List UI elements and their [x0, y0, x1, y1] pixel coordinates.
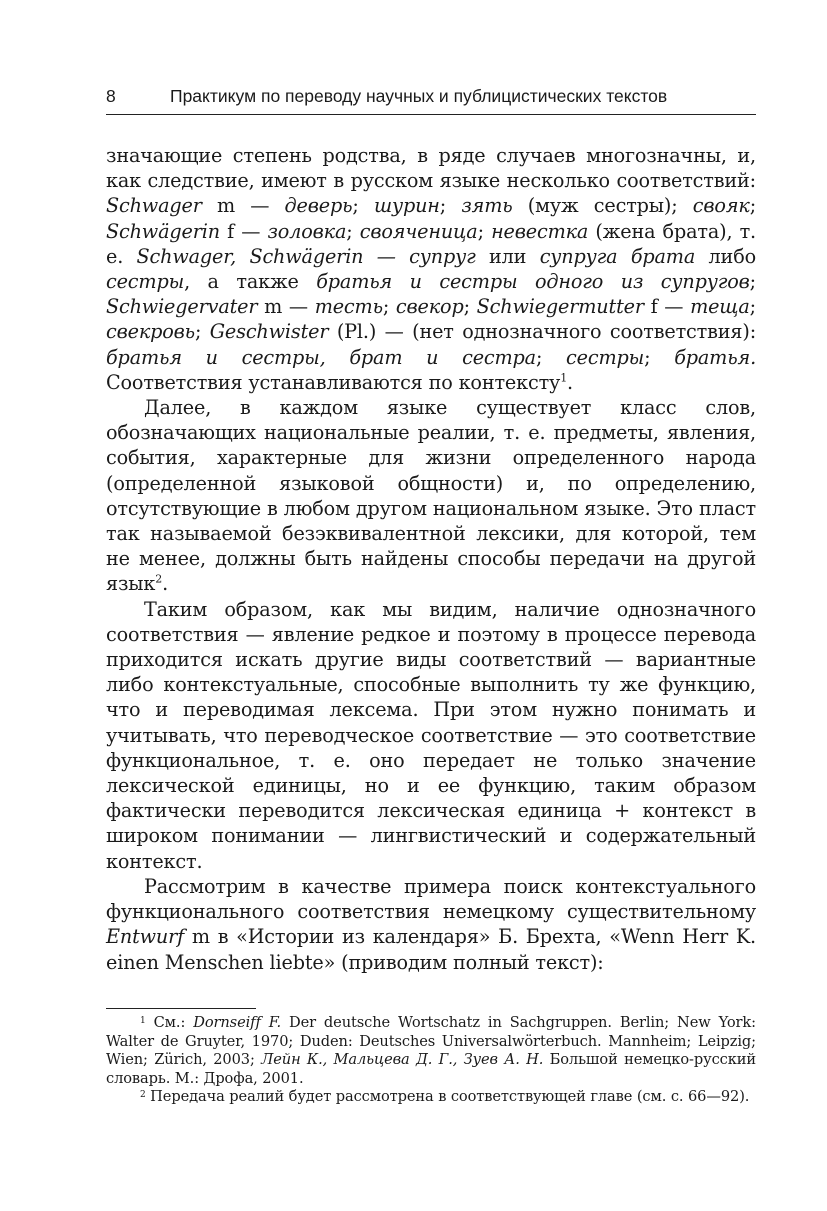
term: теща: [690, 295, 750, 319]
text-run: ;: [644, 345, 675, 369]
text-run: Передача реалий будет рассмотрена в соответствующей главе (см. с. 66—92).: [145, 1088, 750, 1106]
term: свекровь: [106, 320, 195, 344]
footnote-ref-2[interactable]: 2: [155, 573, 163, 587]
text-run: (жена брата), т. е.: [106, 219, 756, 268]
term: сестры: [106, 270, 185, 294]
text-run: .: [567, 370, 573, 394]
text-run: , а также: [184, 270, 317, 294]
footnote-ref-1[interactable]: 1: [560, 371, 568, 385]
text-run: f —: [219, 219, 268, 243]
term: Schwiegervater: [106, 295, 258, 319]
header-rule: [106, 114, 756, 115]
running-header: [106, 86, 756, 112]
term: золовка: [267, 219, 347, 243]
text-run: Der deutsche Wortschatz in Sachgruppen. Berlin; New York: Walter de Gruyter, 1970; Duden: Deutsches Universalwörterbuch. Mannheim; Leipzig; Wien; Zürich, 2003;: [106, 1014, 756, 1069]
term: зять: [461, 194, 513, 218]
term: Entwurf: [106, 925, 185, 949]
text-run: Далее, в каждом языке существует класс слов, обозначающих национальные реалии, т. е. предметы, явления, события, характерные для жизни определенного народа (определенной языковой общности) и, по определению, отсутствующие в любом другом национальном языке. Это пласт так называемой безэквивалентной лексики, для которой, тем не менее, должны быть найдены способы передачи на другой язык: [106, 396, 756, 596]
paragraph-1: [106, 143, 756, 395]
paragraph-2: [106, 395, 756, 597]
term: сестры: [566, 345, 645, 369]
text-run: Большой немецко-русский словарь. М.: Дрофа, 2001.: [106, 1051, 756, 1087]
text-run: f —: [643, 295, 691, 319]
footnote-rule: [106, 1008, 256, 1009]
text-run: или: [475, 244, 540, 268]
text-run: (муж сестры);: [512, 194, 693, 218]
text-run: ;: [439, 194, 462, 218]
running-title: Практикум по переводу научных и публицистических текстов: [170, 86, 668, 106]
term: свояченица: [359, 219, 478, 243]
text-run: ;: [194, 320, 210, 344]
text-run: ;: [463, 295, 477, 319]
text-run: m —: [257, 295, 315, 319]
paragraph-3: Таким образом, как мы видим, наличие однозначного соответствия — явление редкое и поэтому в процессе перевода приходится искать другие виды соответствий — вариантные либо контекстуальные, способные выполнить ту же функцию, что и переводимая лексема. При этом нужно понимать и учитывать, что переводческое соответствие — это соответствие функциональное, т. е. оно передает не только значение лексической единицы, но и ее функцию, таким образом фактически переводится лексическая единица + контекст в широком понимании — лингвистический и содержательный контекст.: [106, 597, 756, 873]
footnotes: [106, 1014, 756, 1107]
term: Schwägerin: [106, 219, 220, 243]
term: шурин: [373, 194, 440, 218]
text-run: См.:: [145, 1014, 194, 1031]
text-run: ;: [352, 194, 374, 218]
term: супруга брата: [539, 244, 696, 268]
footnote-mark: 2: [140, 1090, 146, 1101]
term: Schwiegermutter: [476, 295, 644, 319]
text-run: ;: [749, 194, 757, 218]
text-run: (Pl.) — (нет однозначного соответствия):: [328, 320, 757, 344]
footnote-mark: 1: [140, 1016, 146, 1026]
text-run: .: [162, 572, 169, 596]
text-run: значающие степень родства, в ряде случаев многозначны, и, как следствие, имеют в русском языке несколько соответствий:: [106, 144, 756, 193]
main-text: [106, 143, 756, 975]
page-number: 8: [106, 86, 116, 106]
text-run: ;: [346, 219, 360, 243]
term: свояк: [692, 194, 750, 218]
text-run: Соответствия устанавливаются по контексту: [106, 370, 561, 394]
footnote-2: [106, 1088, 756, 1107]
text-run: m в «Истории из календаря» Б. Брехта, «Wenn Herr K. einen Menschen liebte» (приводим полный текст):: [106, 925, 756, 974]
text-run: ;: [382, 295, 396, 319]
footnote-1: [106, 1014, 756, 1088]
text-run: либо: [695, 244, 756, 268]
author: Dornseiff F.: [193, 1014, 282, 1031]
term: Geschwister: [209, 320, 329, 344]
text-run: m —: [201, 194, 285, 218]
term: Schwager: [106, 194, 202, 218]
term: братья и сестры, брат и сестра: [106, 345, 536, 369]
term: тесть: [314, 295, 383, 319]
text-run: ;: [477, 219, 492, 243]
text-run: ;: [749, 270, 756, 294]
text-run: Рассмотрим в качестве примера поиск контекстуального функционального соответствия немецкому существительному: [106, 874, 756, 924]
author: Лейн К., Мальцева Д. Г., Зуев А. Н.: [261, 1051, 544, 1069]
term: Schwager, Schwägerin — супруг: [136, 244, 476, 268]
term: братья и сестры одного из супругов: [316, 270, 750, 294]
text-run: ;: [749, 295, 756, 319]
term: невестка: [491, 219, 589, 243]
term: братья.: [674, 345, 757, 369]
term: свекор: [395, 295, 464, 319]
term: деверь: [284, 194, 353, 218]
text-run: ;: [535, 345, 567, 369]
paragraph-4: [106, 874, 756, 975]
